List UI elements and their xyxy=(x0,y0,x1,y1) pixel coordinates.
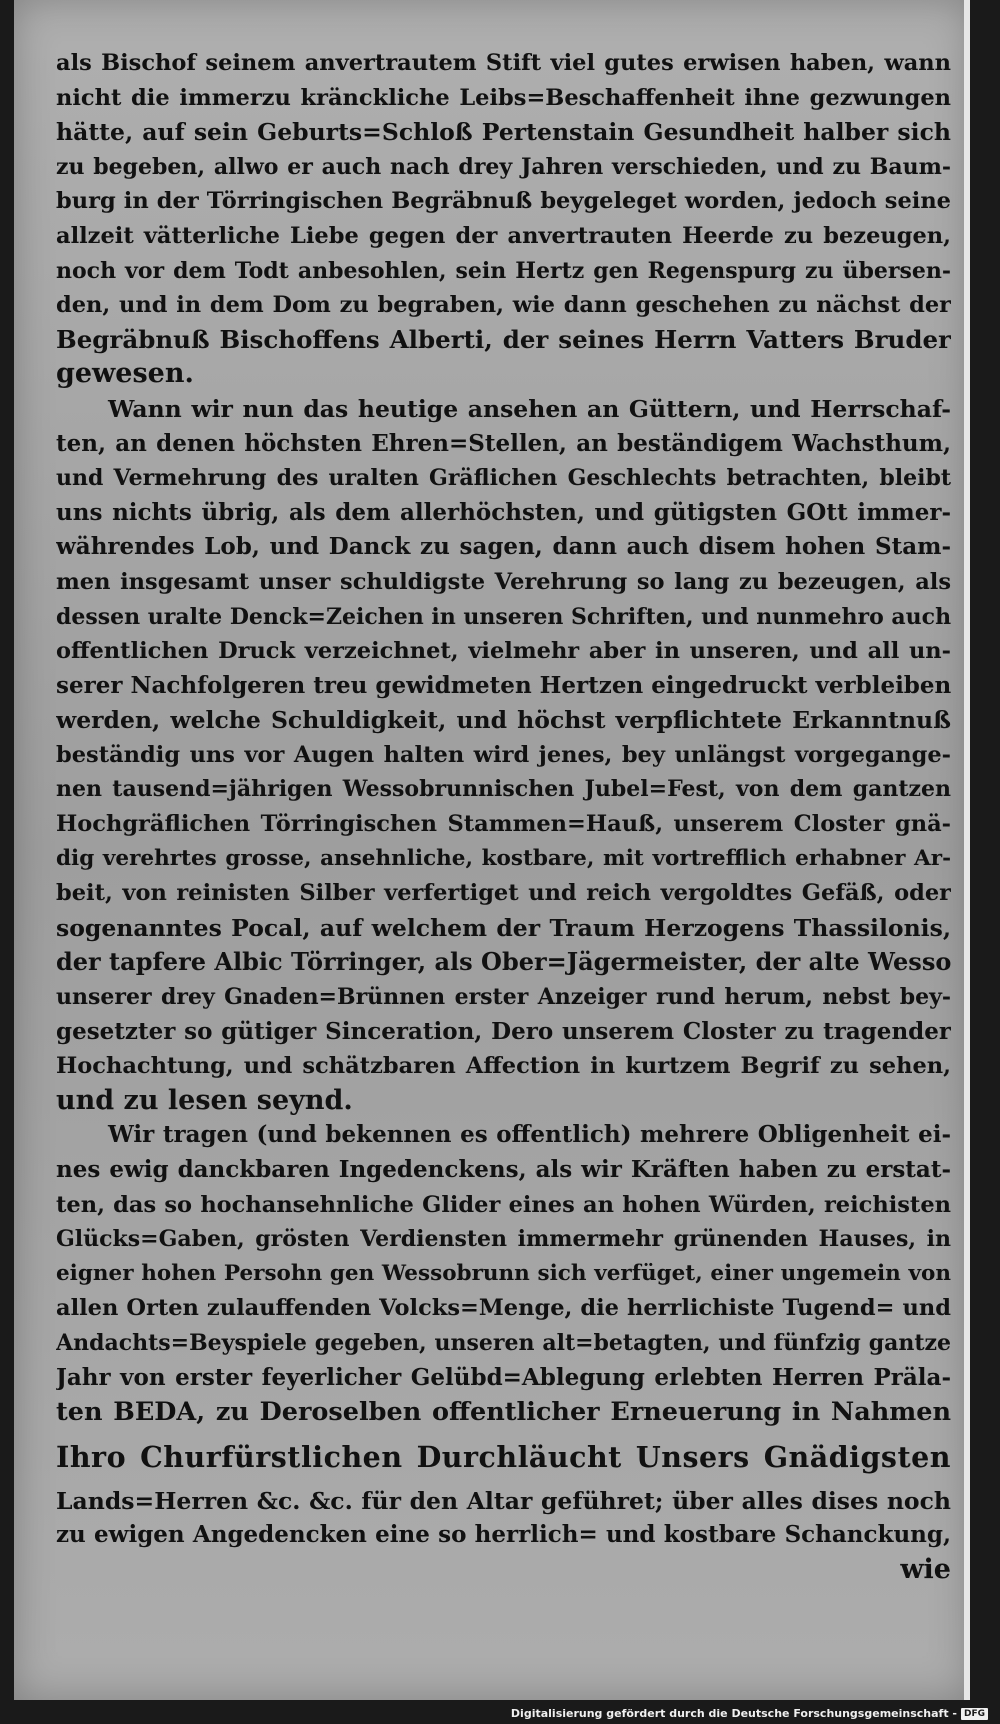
text-line: gesetzter so gütiger Sinceration, Dero unserem Closter zu tragender xyxy=(56,1017,951,1045)
text-line: ten BEDA, zu Deroselben offentlicher Erneuerung in Nahmen xyxy=(56,1397,951,1428)
text-line: wie xyxy=(900,1553,951,1585)
text-line: nen tausend=jährigen Wessobrunnischen Jubel=Fest, von dem gantzen xyxy=(56,776,951,803)
text-line: und zu lesen seynd. xyxy=(56,1084,353,1116)
text-line: Ihro Churfürstlichen Durchläucht Unsers Gnädigsten xyxy=(56,1439,951,1474)
text-line: allen Orten zulauffenden Volcks=Menge, die herrlichiste Tugend= und xyxy=(56,1295,951,1322)
text-line: Wir tragen (und bekennen es offentlich) mehrere Obligenheit ei- xyxy=(108,1121,951,1149)
text-line: ten, das so hochansehnliche Glider eines an hohen Würden, reichisten xyxy=(56,1191,951,1218)
text-line: dessen uralte Denck=Zeichen in unseren Schriften, und nunmehro auch xyxy=(56,603,951,630)
text-line: dig verehrtes grosse, ansehnliche, kostbare, mit vortrefflich erhabner Ar- xyxy=(56,845,951,871)
text-line: hätte, auf sein Geburts=Schloß Pertenstain Gesundheit halber sich xyxy=(56,118,951,147)
text-line: Glücks=Gaben, grösten Verdiensten immermehr grünenden Hauses, in xyxy=(56,1226,951,1253)
text-line: den, und in dem Dom zu begraben, wie dann geschehen zu nächst der xyxy=(56,292,951,319)
text-line: serer Nachfolgeren treu gewidmeten Hertzen eingedruckt verbleiben xyxy=(56,671,951,699)
text-line: zu begeben, allwo er auch nach drey Jahren verschieden, und zu Baum- xyxy=(56,153,951,180)
page-edge xyxy=(964,0,970,1700)
text-line: burg in der Törringischen Begräbnuß beygeleget worden, jedoch seine xyxy=(56,188,951,215)
text-line: der tapfere Albic Törringer, als Ober=Jägermeister, der alte Wesso xyxy=(56,947,951,977)
text-line: zu ewigen Angedencken eine so herrlich= und kostbare Schanckung, xyxy=(56,1521,951,1549)
text-line: werden, welche Schuldigkeit, und höchst verpflichtete Erkanntnuß xyxy=(56,706,951,735)
text-line: ten, an denen höchsten Ehren=Stellen, an beständigem Wachsthum, xyxy=(56,429,951,457)
text-line: Begräbnuß Bischoffens Alberti, der seines Herrn Vatters Bruder xyxy=(56,324,951,354)
text-line: offentlichen Druck verzeichnet, vielmehr aber in unseren, und all un- xyxy=(56,638,951,665)
digitization-credit xyxy=(511,1707,988,1720)
text-line: Hochachtung, und schätzbaren Affection in kurtzem Begrif zu sehen, xyxy=(56,1053,951,1080)
text-line: und Vermehrung des uralten Gräflichen Geschlechts betrachten, bleibt xyxy=(56,465,951,492)
text-line: men insgesamt unser schuldigste Verehrung so lang zu bezeugen, als xyxy=(56,568,951,595)
text-line: nes ewig danckbaren Ingedenckens, als wir Kräften haben zu erstat- xyxy=(56,1156,951,1183)
text-line: uns nichts übrig, als dem allerhöchsten, und gütigsten GOtt immer- xyxy=(56,498,951,526)
text-line: Hochgräflichen Törringischen Stammen=Hauß, unserem Closter gnä- xyxy=(56,811,951,838)
dfg-logo: DFG xyxy=(961,1708,988,1720)
text-line: allzeit vätterliche Liebe gegen der anvertrauten Heerde zu bezeugen, xyxy=(56,222,951,249)
document-text xyxy=(56,46,951,1588)
text-line: nicht die immerzu kränckliche Leibs=Beschaffenheit ihne gezwungen xyxy=(56,84,951,111)
text-line: währendes Lob, und Danck zu sagen, dann auch disem hohen Stam- xyxy=(56,533,951,561)
text-line: beit, von reinisten Silber verfertiget und reich vergoldtes Gefäß, oder xyxy=(56,880,951,907)
text-line: gewesen. xyxy=(56,358,194,390)
text-line: Andachts=Beyspiele gegeben, unseren alt=betagten, und fünfzig gantze xyxy=(56,1329,951,1356)
text-line: Wann wir nun das heutige ansehen an Güttern, und Herrschaf- xyxy=(108,394,951,423)
text-line: Lands=Herren &c. &c. für den Altar geführet; über alles dises noch xyxy=(56,1486,951,1515)
credit-text: Digitalisierung gefördert durch die Deutsche Forschungsgemeinschaft - xyxy=(510,1707,957,1720)
text-line: beständig uns vor Augen halten wird jenes, bey unlängst vorgegange- xyxy=(56,741,951,768)
text-line: sogenanntes Pocal, auf welchem der Traum Herzogens Thassilonis, xyxy=(56,913,951,942)
text-line: als Bischof seinem anvertrautem Stift viel gutes erwisen haben, wann xyxy=(56,50,951,76)
scanned-page xyxy=(14,0,970,1700)
text-line: noch vor dem Todt anbesohlen, sein Hertz gen Regenspurg zu übersen- xyxy=(56,257,951,284)
text-line: Jahr von erster feyerlicher Gelübd=Ablegung erlebten Herren Präla- xyxy=(56,1363,951,1391)
text-line: unserer drey Gnaden=Brünnen erster Anzeiger rund herum, nebst bey- xyxy=(56,984,951,1011)
text-line: eigner hohen Persohn gen Wessobrunn sich verfüget, einer ungemein von xyxy=(56,1260,951,1286)
